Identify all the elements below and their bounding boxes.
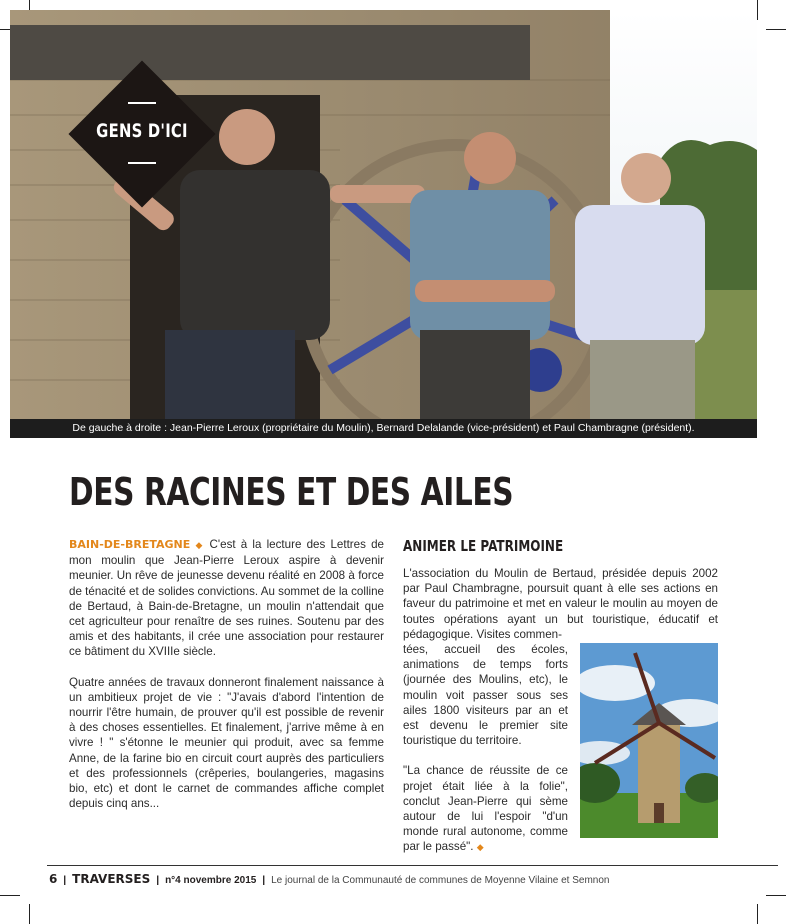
intro-paragraph <box>69 537 384 660</box>
page-footer <box>49 872 609 886</box>
crop-mark <box>766 895 786 896</box>
windmill-illustration <box>580 643 718 838</box>
footer-separator: | <box>156 874 160 886</box>
crop-mark <box>766 29 786 30</box>
article-left-column <box>69 537 384 826</box>
end-diamond-icon: ◆ <box>476 842 484 853</box>
crop-mark <box>0 895 20 896</box>
paragraph-1: C'est à la lecture des Lettres de mon moulin que Jean-Pierre Leroux aspire à devenir meunier. Un rêve de jeunesse devenu réalité en 2008 à force de ténacité et de solides convictions. Au sommet de la colline de Bertaud, à Bain-de-Bretagne, un moulin n'attendait que cet agriculteur pour renaître de ses ruines. Soutenu par des amis et des habitants, il crée une association pour restaurer ce bâtiment du XVIIIe siècle. <box>69 538 384 659</box>
paragraph-5: "La chance de réussite de ce projet était liée à la folie", conclut Jean-Pierre qui sème autour de lui l'espoir "d'un monde rural autonome, comme par le passé". <box>403 764 568 854</box>
badge-rule-bottom <box>128 162 156 164</box>
mill-portrait-illustration <box>10 10 757 419</box>
section-subhead: ANIMER LE PATRIMOINE <box>403 537 564 555</box>
hero-photo <box>10 10 757 419</box>
paragraph-5-wrapper <box>403 763 568 855</box>
magazine-name: TRAVERSES <box>72 872 151 886</box>
crop-mark <box>29 904 30 924</box>
photo-caption: De gauche à droite : Jean-Pierre Leroux (propriétaire du Moulin), Bernard Delalande (vice-président) et Paul Chambragne (président). <box>10 419 757 438</box>
badge-rule-top <box>128 102 156 104</box>
magazine-tagline: Le journal de la Communauté de communes de Moyenne Vilaine et Semnon <box>271 875 610 886</box>
article-right-narrow-column <box>403 642 568 871</box>
badge-label: GENS D'ICI <box>96 120 188 142</box>
footer-separator: | <box>63 874 67 886</box>
windmill-photo <box>580 643 718 838</box>
location-kicker: BAIN-DE-BRETAGNE <box>69 538 191 551</box>
crop-mark <box>757 0 758 20</box>
footer-rule <box>47 865 778 866</box>
kicker-diamond-icon: ◆ <box>195 540 205 550</box>
issue-label: n°4 novembre 2015 <box>165 875 257 886</box>
crop-mark <box>757 904 758 924</box>
paragraph-2: Quatre années de travaux donneront finalement naissance à un ambitieux projet de vie : "J'avais d'abord l'intention de nourrir l'être humain, de prouver qu'il est possible de revenir à des choses essentielles. Et finalement, j'arrive même à en vivre ! " s'étonne le meunier qui produit, avec sa femme Anne, de la farine bio en circuit court auprès des particuliers et des professionnels (crêperies, boulangeries, magasins bio, etc) et dont le carnet de commandes affiche complet depuis cinq ans... <box>69 675 384 811</box>
footer-separator: | <box>262 874 266 886</box>
article-headline: DES RACINES ET DES AILES <box>69 470 514 514</box>
paragraph-3: L'association du Moulin de Bertaud, présidée depuis 2002 par Paul Chambragne, poursuit quant à elle ses actions en faveur du patrimoine et met en valeur le moulin au moyen de toutes opérations ayant un but touristique, éducatif et pédagogique. Visites commen- <box>403 567 718 641</box>
paragraph-4: tées, accueil des écoles, animations de temps forts (journée des Moulins, etc), le moulin voit passer sous ses ailes 1800 visiteurs par an et est devenu le premier site touristique du territoire. <box>403 643 568 748</box>
page-number: 6 <box>49 872 58 886</box>
